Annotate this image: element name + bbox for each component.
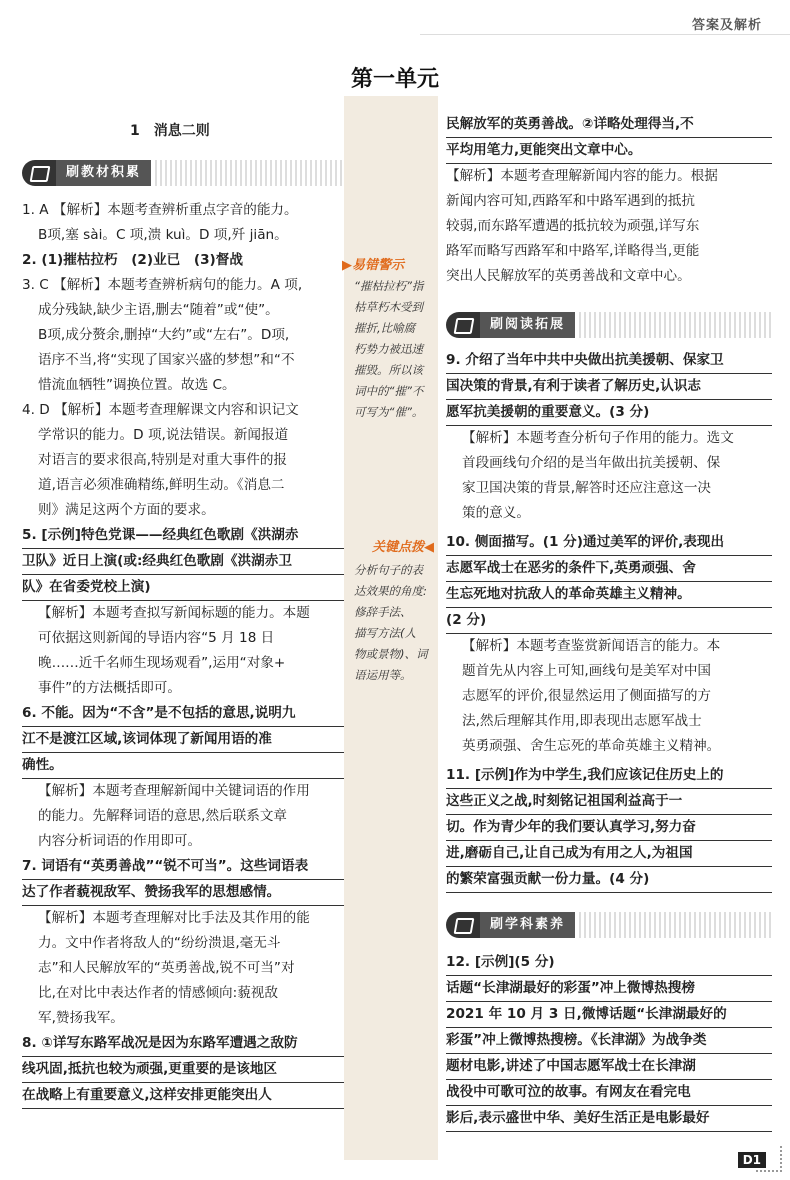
answer-block bbox=[446, 348, 772, 526]
answer-line: 【解析】本题考查分析句子作用的能力。选文 bbox=[462, 430, 734, 446]
corner-decoration bbox=[756, 1146, 782, 1172]
answer-line: 这些正义之战,时刻铭记祖国利益高于一 bbox=[446, 789, 772, 815]
side-note-line: 摧毁。所以该 bbox=[354, 363, 423, 377]
answer-line: 首段画线句介绍的是当年做出抗美援朝、保 bbox=[462, 455, 721, 471]
answer-line: 对语言的要求很高,特别是对重大事件的报 bbox=[38, 452, 288, 468]
answer-block bbox=[22, 248, 344, 273]
right-column-bottom bbox=[446, 950, 772, 1132]
answer-line: 志”和人民解放军的“英勇善战,锐不可当”对 bbox=[38, 960, 295, 976]
side-note-line: 达效果的角度: bbox=[354, 584, 427, 598]
section-bar-textbook bbox=[22, 160, 344, 186]
answer-line: 则》满足这两个方面的要求。 bbox=[38, 502, 215, 518]
side-note-line: 修辞手法、 bbox=[354, 605, 412, 619]
answer-block bbox=[22, 523, 344, 701]
answer-line: 新闻内容可知,西路军和中路军遇到的抵抗 bbox=[446, 193, 696, 209]
key-point-tag: 关键点拨◀ bbox=[372, 540, 434, 555]
answer-line: 【解析】本题考查理解新闻内容的能力。根据 bbox=[446, 168, 718, 184]
answer-line: 7. 词语有“英勇善战”“锐不可当”。这些词语表 bbox=[22, 854, 344, 880]
answer-line: B项,成分赘余,删掉“大约”或“左右”。D项, bbox=[38, 327, 290, 343]
answer-line: 事件”的方法概括即可。 bbox=[38, 680, 181, 696]
section-label: 刷阅读拓展 bbox=[480, 312, 575, 338]
section-bar-literacy bbox=[446, 912, 772, 938]
answer-line: 4. D 【解析】本题考查理解课文内容和识记文 bbox=[22, 402, 299, 418]
side-note-line: 语运用等。 bbox=[354, 668, 412, 682]
book-icon bbox=[446, 312, 480, 338]
answer-line: 3. C 【解析】本题考查辨析病句的能力。A 项, bbox=[22, 277, 303, 293]
answer-line: 【解析】本题考查理解新闻中关键词语的作用 bbox=[38, 783, 310, 799]
answer-line: 5. [示例]特色党课——经典红色歌剧《洪湖赤 bbox=[22, 523, 344, 549]
answer-line: 国决策的背景,有利于读者了解历史,认识志 bbox=[446, 374, 772, 400]
answer-line: 9. 介绍了当年中共中央做出抗美援朝、保家卫 bbox=[446, 348, 772, 374]
answer-line: 2021 年 10 月 3 日,微博话题“长津湖最好的 bbox=[446, 1002, 772, 1028]
answer-line: 题材电影,讲述了中国志愿军战士在长津湖 bbox=[446, 1054, 772, 1080]
answer-line: (2 分) bbox=[446, 608, 772, 634]
answer-block bbox=[22, 198, 344, 248]
answer-block bbox=[446, 763, 772, 893]
answer-line: 队》在省委党校上演) bbox=[22, 575, 344, 601]
answer-line: 路军而略写西路军和中路军,详略得当,更能 bbox=[446, 243, 700, 259]
answer-line: 道,语言必须准确精练,鲜明生动。《消息二 bbox=[38, 477, 285, 493]
answer-line: 题首先从内容上可知,画线句是美军对中国 bbox=[462, 663, 712, 679]
answer-line: 内容分析词语的作用即可。 bbox=[38, 833, 202, 849]
answer-line: 卫队》近日上演(或:经典红色歌剧《洪湖赤卫 bbox=[22, 549, 344, 575]
answer-line: 比,在对比中表达作者的情感倾向:藐视敌 bbox=[38, 985, 278, 1001]
header-tag: 答案及解析 bbox=[691, 18, 762, 33]
book-icon bbox=[22, 160, 56, 186]
side-note-line: 摧折,比喻腐 bbox=[354, 321, 416, 335]
answer-line: 线巩固,抵抗也较为顽强,更重要的是该地区 bbox=[22, 1057, 344, 1083]
answer-line: 力。文中作者将敌人的“纷纷溃退,毫无斗 bbox=[38, 935, 281, 951]
answer-line: 12. [示例](5 分) bbox=[446, 950, 772, 976]
answer-line: 成分残缺,缺少主语,删去“随着”或“使”。 bbox=[38, 302, 279, 318]
answer-line: 可依据这则新闻的导语内容“5 月 18 日 bbox=[38, 630, 275, 646]
unit-title: 第一单元 bbox=[350, 67, 439, 92]
warning-text bbox=[354, 276, 440, 423]
answer-line: 愿军抗美援朝的重要意义。(3 分) bbox=[446, 400, 772, 426]
answer-line: 生忘死地对抗敌人的革命英雄主义精神。 bbox=[446, 582, 772, 608]
answer-block bbox=[22, 854, 344, 1031]
answer-block bbox=[446, 950, 772, 1132]
answer-block bbox=[446, 112, 772, 289]
answer-line: 志愿军战士在恶劣的条件下,英勇顽强、舍 bbox=[446, 556, 772, 582]
answer-block bbox=[22, 701, 344, 854]
answer-line: 8. ①详写东路军战况是因为东路军遭遇之敌防 bbox=[22, 1031, 344, 1057]
answer-line: 在战略上有重要意义,这样安排更能突出人 bbox=[22, 1083, 344, 1109]
answer-line: 影后,表示盛世中华、美好生活正是电影最好 bbox=[446, 1106, 772, 1132]
right-column-top bbox=[446, 112, 772, 289]
side-note-line: “摧枯拉朽”指 bbox=[354, 279, 424, 293]
side-note-line: 物或景物)、词 bbox=[354, 647, 428, 661]
answer-line: 军,赞扬我军。 bbox=[38, 1010, 124, 1026]
answer-line: 晚……近千名师生现场观看”,运用“对象+ bbox=[38, 655, 286, 671]
answer-line: 平均用笔力,更能突出文章中心。 bbox=[446, 138, 772, 164]
lesson-title: 1 消息二则 bbox=[130, 123, 210, 139]
answer-line: 民解放军的英勇善战。②详略处理得当,不 bbox=[446, 112, 772, 138]
answer-line: 家卫国决策的背景,解答时还应注意这一决 bbox=[462, 480, 712, 496]
key-point-text bbox=[354, 560, 440, 686]
page-number: D1 bbox=[738, 1152, 766, 1168]
side-note-line: 可写为“催”。 bbox=[354, 405, 424, 419]
answer-line: 突出人民解放军的英勇善战和文章中心。 bbox=[446, 268, 691, 284]
side-note-line: 朽势力被迅速 bbox=[354, 342, 423, 356]
answer-line: 【解析】本题考查鉴赏新闻语言的能力。本 bbox=[462, 638, 721, 654]
answer-line: 6. 不能。因为“不含”是不包括的意思,说明九 bbox=[22, 701, 344, 727]
left-column bbox=[22, 198, 344, 1109]
side-note-line: 词中的“摧”不 bbox=[354, 384, 424, 398]
answer-line: 英勇顽强、舍生忘死的革命英雄主义精神。 bbox=[462, 738, 721, 754]
book-icon bbox=[446, 912, 480, 938]
answer-line: 2. (1)摧枯拉朽 (2)业已 (3)督战 bbox=[22, 252, 243, 268]
answer-line: 策的意义。 bbox=[462, 505, 530, 521]
answer-line: 学常识的能力。D 项,说法错误。新闻报道 bbox=[38, 427, 289, 443]
answer-line: 语序不当,将“实现了国家兴盛的梦想”和“不 bbox=[38, 352, 295, 368]
answer-line: 1. A 【解析】本题考查辨析重点字音的能力。 bbox=[22, 202, 298, 218]
answer-block bbox=[446, 530, 772, 759]
answer-line: 战役中可歌可泣的故事。有网友在看完电 bbox=[446, 1080, 772, 1106]
answer-line: 江不是渡江区域,该词体现了新闻用语的准 bbox=[22, 727, 344, 753]
answer-line: 较弱,而东路军遭遇的抵抗较为顽强,详写东 bbox=[446, 218, 700, 234]
side-note-line: 枯草朽木受到 bbox=[354, 300, 423, 314]
answer-line: 彩蛋”冲上微博热搜榜。《长津湖》为战争类 bbox=[446, 1028, 772, 1054]
answer-line: 确性。 bbox=[22, 753, 344, 779]
answer-block bbox=[22, 398, 344, 523]
answer-line: 切。作为青少年的我们要认真学习,努力奋 bbox=[446, 815, 772, 841]
answer-line: 的繁荣富强贡献一份力量。(4 分) bbox=[446, 867, 772, 893]
answer-line: 惜流血牺牲”调换位置。故选 C。 bbox=[38, 377, 236, 393]
answer-line: 的能力。先解释词语的意思,然后联系文章 bbox=[38, 808, 288, 824]
answer-line: 话题“长津湖最好的彩蛋”冲上微博热搜榜 bbox=[446, 976, 772, 1002]
answer-line: 进,磨砺自己,让自己成为有用之人,为祖国 bbox=[446, 841, 772, 867]
warning-tag: ▶易错警示 bbox=[342, 258, 404, 273]
answer-line: B项,塞 sài。C 项,溃 kuì。D 项,歼 jiān。 bbox=[38, 227, 288, 243]
answer-line: 【解析】本题考查拟写新闻标题的能力。本题 bbox=[38, 605, 310, 621]
answer-line: 法,然后理解其作用,即表现出志愿军战士 bbox=[462, 713, 702, 729]
header-divider bbox=[420, 34, 790, 35]
answer-line: 10. 侧面描写。(1 分)通过美军的评价,表现出 bbox=[446, 530, 772, 556]
right-column-mid bbox=[446, 348, 772, 893]
answer-line: 达了作者藐视敌军、赞扬我军的思想感情。 bbox=[22, 880, 344, 906]
side-note-line: 分析句子的表 bbox=[354, 563, 423, 577]
answer-line: 11. [示例]作为中学生,我们应该记住历史上的 bbox=[446, 763, 772, 789]
section-label: 刷教材积累 bbox=[56, 160, 151, 186]
side-note-line: 描写方法(人 bbox=[354, 626, 416, 640]
section-label: 刷学科素养 bbox=[480, 912, 575, 938]
section-bar-reading bbox=[446, 312, 772, 338]
answer-line: 志愿军的评价,很显然运用了侧面描写的方 bbox=[462, 688, 712, 704]
answer-block bbox=[22, 273, 344, 398]
answer-block bbox=[22, 1031, 344, 1109]
answer-line: 【解析】本题考查理解对比手法及其作用的能 bbox=[38, 910, 310, 926]
